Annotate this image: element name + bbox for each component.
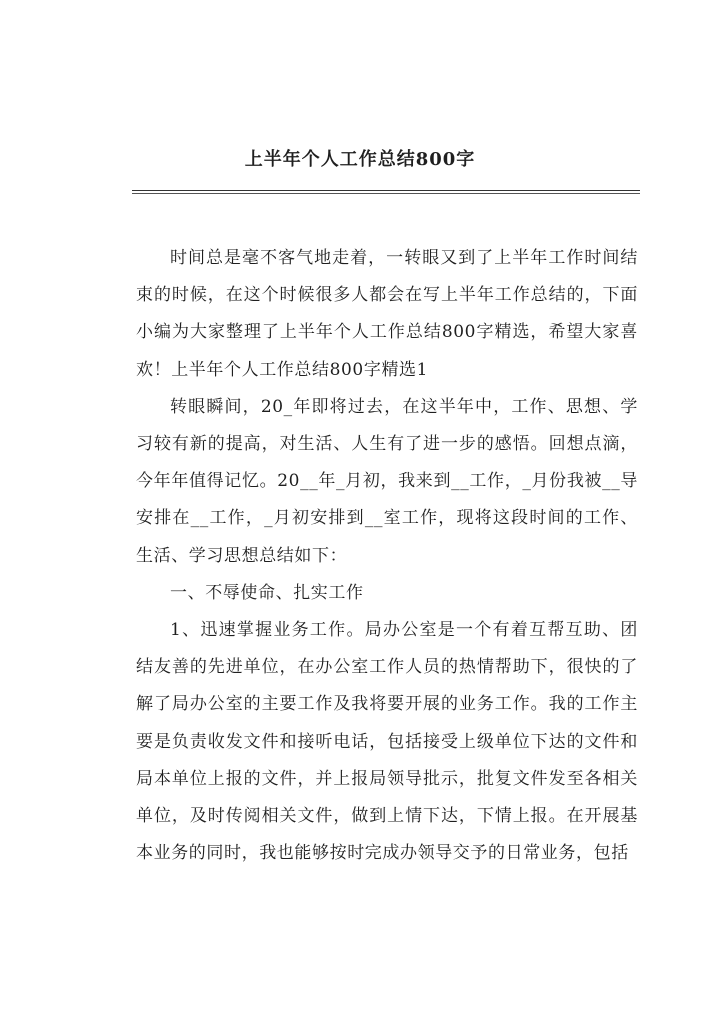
- paragraph-intro: 时间总是毫不客气地走着，一转眼又到了上半年工作时间结束的时候，在这个时候很多人都会在写上半年工作总结的，下面小编为大家整理了上半年个人工作总结800字精选，希望大家喜欢！上半年个人工作总结800字精选1: [136, 248, 638, 380]
- paragraph-section-1: 1、迅速掌握业务工作。局办公室是一个有着互帮互助、团结友善的先进单位，在办公室工作人员的热情帮助下，很快的了解了局办公室的主要工作及我将要开展的业务工作。我的工作主要是负责收发文件和接听电话，包括接受上级单位下达的文件和局本单位上报的文件，并上报局领导批示，批复文件发至各相关单位，及时传阅相关文件，做到上情下达，下情上报。在开展基本业务的同时，我也能够按时完成办领导交予的日常业务，包括: [136, 620, 638, 864]
- section-heading: 一、不辱使命、扎实工作: [170, 582, 364, 603]
- document-title: 上半年个人工作总结800字: [244, 149, 476, 170]
- paragraph-overview: 转眼瞬间，20_年即将过去，在这半年中，工作、思想、学习较有新的提高，对生活、人生有了进一步的感悟。回想点滴，今年年值得记忆。20__年_月初，我来到__工作，_月份我被__导安排在__工作，_月初安排到__室工作，现将这段时间的工作、生活、学习思想总结如下：: [136, 396, 638, 566]
- document-body: [136, 240, 638, 872]
- title-divider: [132, 190, 640, 194]
